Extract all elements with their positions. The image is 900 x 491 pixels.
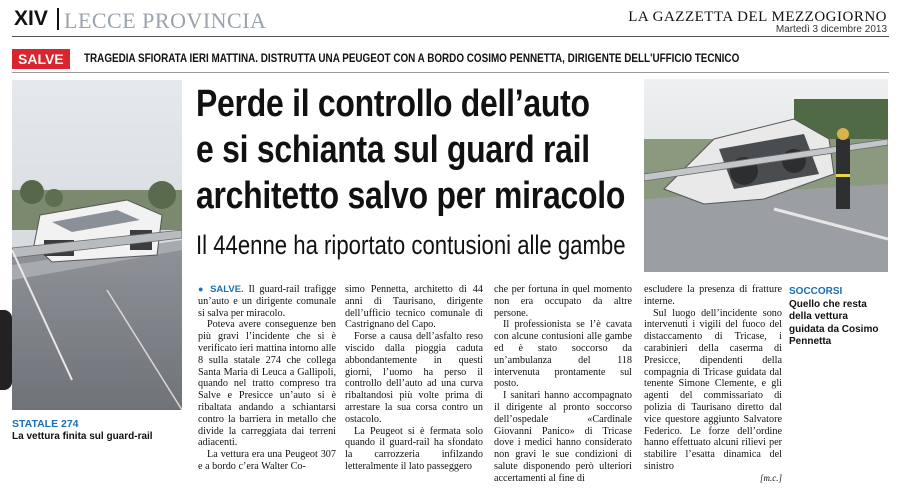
location-badge: SALVE (12, 49, 70, 69)
right-caption-body: Quello che resta della vettura guidata da Cosimo Pennetta (789, 299, 879, 347)
right-caption-title: SOCCORSI (789, 286, 843, 297)
page-edge-shadow (0, 310, 12, 390)
paragraph: Poteva avere conseguenze ben più gravi l’incidente che si è verificato ieri mattina intorno alle 8 sulla statale 274 che collega Santa Maria di Leuca a Gallipoli, quando nel tratto compreso tra Salve e Presicce un’auto si è ribaltata andando a schiantarsi contro la barriera in metallo che divide la carreggiata dai terreni adiacenti. (198, 319, 336, 449)
paragraph-text: Il guard-rail trafigge un’auto e un dirigente comunale si salva per miracolo. (198, 284, 337, 319)
dateline: SALVE. (210, 284, 244, 295)
paragraph: che per fortuna in quel momento non era occupato da altre persone. (494, 284, 632, 319)
paragraph: escludere la presenza di fratture interne. (644, 284, 782, 307)
paragraph: I sanitari hanno accompagnato il dirigente al pronto soccorso dell’ospedale «Cardinale Giovanni Panico» di Tricase dove i medici hanno considerato non gravi le sue condizioni di salute disponendo però ulteriori accertamenti al fine di (494, 390, 632, 484)
left-caption-body: La vettura finita sul guard-rail (12, 431, 153, 442)
paragraph: Forse a causa dell’asfalto reso viscido dalla pioggia caduta abbondantemente in questi giorni, l’uomo ha perso il controllo dell’auto ad una curva ribaltandosi più volte prima di arrestare la sua corsa contro un ostacolo. (345, 331, 483, 425)
paragraph: La vettura era una Peugeot 307 e a bordo c’era Walter Co- (198, 449, 336, 472)
subheadline: Il 44enne ha riportato contusioni alle gambe (196, 230, 626, 260)
crash-photo-right (644, 79, 888, 272)
article-column-2 (345, 284, 483, 473)
page-number: XIV (14, 7, 48, 30)
paragraph: Sul luogo dell’incidente sono intervenuti i vigili del fuoco del distaccamento di Tricase, i carabinieri della caserma di Presicce, dipendenti della compagnia di Tricase guidata dal tenente Simone Clemente, e gli agenti del commissariato di polizia di Taurisano diretto dal vice questore aggiunto Salvatore Federico. Le forze dell’ordine hanno effettuato alcuni rilievi per stabilire l’esatta dinamica del sinistro (644, 307, 782, 472)
bullet-icon: ● (198, 284, 211, 294)
author-signature: [m.c.] (760, 472, 782, 483)
headline-line-1: Perde il controllo dell’auto (196, 83, 590, 125)
masthead-divider (57, 8, 59, 30)
paragraph: simo Pennetta, architetto di 44 anni di Taurisano, dirigente dell’ufficio tecnico comunale di Castrignano del Capo. (345, 284, 483, 331)
headline-line-2: e si schianta sul guard rail (196, 129, 590, 171)
section-title: LECCE PROVINCIA (64, 8, 267, 33)
paragraph: Il professionista se l’è cavata con alcune contusioni alle gambe ed è stato soccorso da un’ambulanza del 118 intervenuta prontamente sul posto. (494, 319, 632, 390)
paragraph (198, 284, 336, 319)
headline (196, 81, 626, 219)
kicker-summary: TRAGEDIA SFIORATA IERI MATTINA. DISTRUTTA UNA PEUGEOT CON A BORDO COSIMO PENNETTA, DIRIGENTE DELL'UFFICIO TECNICO (84, 53, 740, 65)
article-column-3 (494, 284, 632, 485)
top-rule (12, 36, 889, 37)
article-column-1 (198, 284, 336, 473)
issue-date: Martedì 3 dicembre 2013 (775, 24, 887, 35)
left-caption-title: STATALE 274 (12, 418, 79, 430)
article-column-4 (644, 284, 782, 485)
paragraph: La Peugeot si è fermata solo quando il guard-rail ha sfondato la carrozzeria infilzando letteralmente il lato passeggero (345, 425, 483, 472)
crash-photo-left (12, 80, 182, 410)
kicker-rule (12, 72, 889, 73)
headline-line-3: architetto salvo per miracolo (196, 175, 626, 217)
newspaper-name: LA GAZZETTA DEL MEZZOGIORNO (628, 9, 887, 25)
